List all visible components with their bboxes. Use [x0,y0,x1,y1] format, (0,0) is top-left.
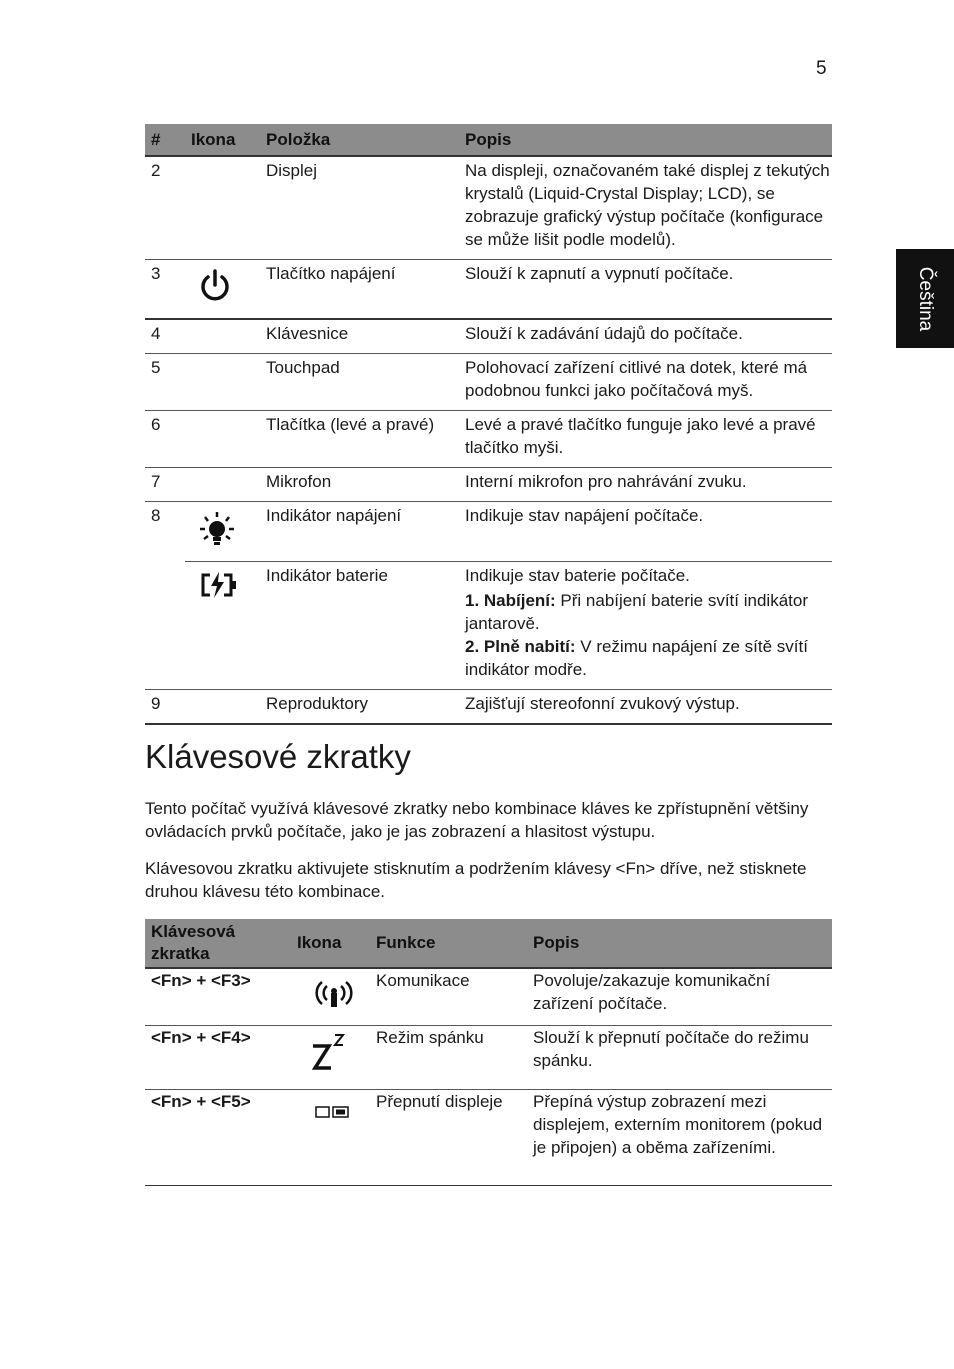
row-icon [185,353,260,410]
header-icon: Ikona [185,124,260,156]
row-item: Klávesnice [260,319,459,354]
battery-desc-item2 [465,635,832,681]
fn-paragraph: Klávesovou zkratku aktivujete stisknutím a podržením klávesy <Fn> dříve, než stisknete druhou klávesu této kombinace. [145,859,807,901]
table-row [145,319,832,354]
language-tab [896,249,954,348]
row-function: Přepnutí displeje [370,1090,527,1186]
components-table [145,124,832,725]
table-row [145,561,832,689]
header-item: Položka [260,124,459,156]
table-row [145,689,832,724]
row-desc: Indikuje stav napájení počítače. [459,501,832,561]
battery-desc-item2-text: V režimu napájení ze sítě svítí indikátor modře. [465,636,808,679]
intro-paragraph: Tento počítač využívá klávesové zkratky nebo kombinace kláves ke zpřístupnění většiny ovládacích prvků počítače, jako je jas zobrazení a hlasitost výstupu. [145,799,809,841]
table-row [145,968,832,1026]
hotkeys-table [145,919,832,1186]
row-icon [286,968,370,1026]
table-row [145,467,832,501]
row-icon [286,1026,370,1090]
battery-indicator-icon [197,570,239,600]
table-row [145,1090,832,1186]
battery-desc-item1-label: 1. Nabíjení: [465,590,556,610]
row-hotkey: <Fn> + <F3> [145,968,286,1026]
row-hotkey: <Fn> + <F5> [145,1090,286,1186]
row-desc: Slouží k přepnutí počítače do režimu spánku. [527,1026,832,1090]
row-desc: Interní mikrofon pro nahrávání zvuku. [459,467,832,501]
header-function: Funkce [370,919,527,968]
table-row [145,501,832,561]
row-item: Mikrofon [260,467,459,501]
row-item: Displej [260,156,459,260]
row-num: 6 [145,410,185,467]
row-desc: Povoluje/zakazuje komunikační zařízení počítače. [527,968,832,1026]
battery-desc-item1 [465,589,832,635]
row-item: Tlačítka (levé a pravé) [260,410,459,467]
row-num: 3 [145,260,185,319]
row-item: Indikátor napájení [260,501,459,561]
wireless-icon [312,981,356,1013]
row-num: 9 [145,689,185,724]
battery-desc-item1-text: Při nabíjení baterie svítí indikátor jantarově. [465,590,808,633]
row-desc: Levé a pravé tlačítko funguje jako levé a pravé tlačítko myši. [459,410,832,467]
row-desc: Slouží k zadávání údajů do počítače. [459,319,832,354]
row-num: 8 [151,505,161,525]
table-row [145,410,832,467]
table-row [145,260,832,319]
row-num: 5 [145,353,185,410]
power-icon [197,268,233,304]
table-header [145,919,832,968]
row-function: Režim spánku [370,1026,527,1090]
row-num [145,561,185,689]
header-desc: Popis [459,124,832,156]
row-item: Indikátor baterie [260,561,459,689]
display-toggle-icon [314,1104,354,1120]
row-num: 7 [145,467,185,501]
row-icon [185,410,260,467]
section-heading: Klávesové zkratky [145,738,411,775]
row-desc [459,561,832,689]
row-desc: Přepíná výstup zobrazení mezi displejem, externím monitorem (pokud je připojen) a oběma zařízeními. [527,1090,832,1186]
row-icon [185,501,260,561]
table-row [145,353,832,410]
row-item: Reproduktory [260,689,459,724]
header-icon: Ikona [286,919,370,968]
language-tab-label: Čeština [915,266,936,331]
battery-desc-item2-label: 2. Plně nabití: [465,636,576,656]
header-desc: Popis [527,919,832,968]
row-hotkey: <Fn> + <F4> [145,1026,286,1090]
row-function: Komunikace [370,968,527,1026]
battery-desc-intro: Indikuje stav baterie počítače. [465,565,690,585]
header-hotkey: Klávesová zkratka [145,919,286,968]
row-icon [185,156,260,260]
row-num: 2 [145,156,185,260]
row-num: 4 [145,319,185,354]
row-desc: Polohovací zařízení citlivé na dotek, které má podobnou funkci jako počítačová myš. [459,353,832,410]
row-desc: Zajišťují stereofonní zvukový výstup. [459,689,832,724]
row-item: Touchpad [260,353,459,410]
row-icon [185,319,260,354]
table-header [145,124,832,156]
row-desc: Na displeji, označovaném také displej z tekutých krystalů (Liquid-Crystal Display; LCD), se zobrazuje grafický výstup počítače (konfigurace se může lišit podle modelů). [459,156,832,260]
row-desc: Slouží k zapnutí a vypnutí počítače. [459,260,832,319]
sleep-icon [310,1032,350,1072]
row-icon [286,1090,370,1186]
row-icon [185,689,260,724]
table-row [145,156,832,260]
table-row [145,1026,832,1090]
page-number: 5 [816,58,827,79]
header-num: # [145,124,185,156]
row-item: Tlačítko napájení [260,260,459,319]
power-indicator-icon [197,510,237,550]
row-icon [185,260,260,319]
row-icon [185,561,260,689]
row-icon [185,467,260,501]
